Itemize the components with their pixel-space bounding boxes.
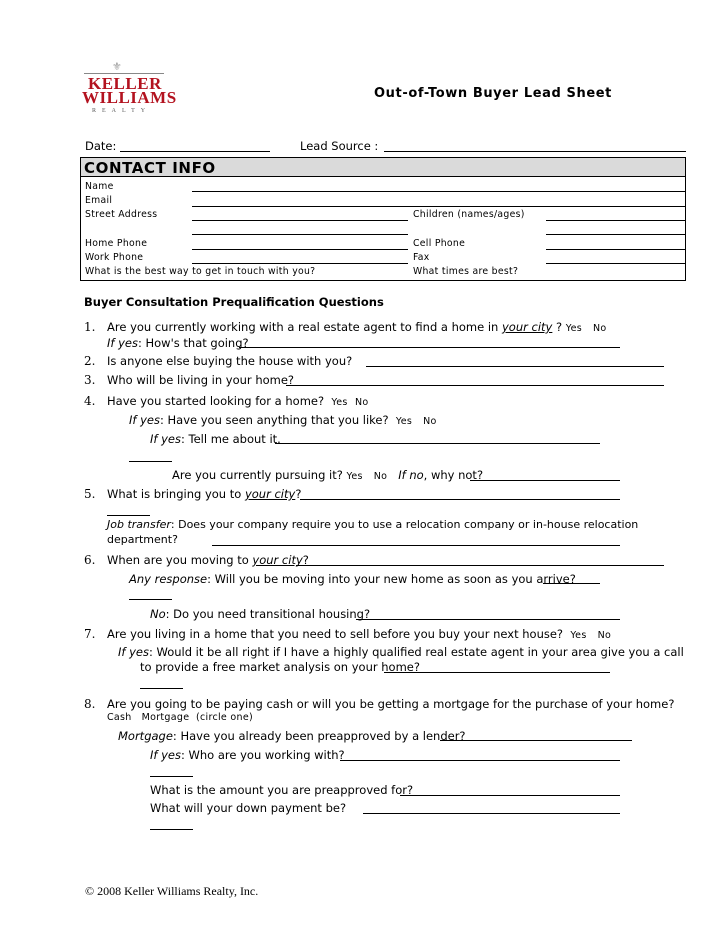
street-field[interactable] <box>192 220 408 221</box>
copyright-footer: © 2008 Keller Williams Realty, Inc. <box>85 884 259 898</box>
children-field-2[interactable] <box>546 234 685 235</box>
q6-any-response: Any response: Will you be moving into your new home as soon as you arrive? <box>129 572 576 586</box>
q4-answer-c[interactable] <box>470 480 620 481</box>
home-phone-field[interactable] <box>192 249 408 250</box>
fax-field[interactable] <box>546 263 685 264</box>
q4-followup-c: Are you currently pursuing it? Yes No If no, why not? <box>172 468 484 482</box>
q8-answer-b2[interactable] <box>150 776 193 777</box>
best-way-label: What is the best way to get in touch with you? <box>85 266 316 277</box>
date-field[interactable] <box>120 151 270 152</box>
date-label: Date: <box>85 139 117 153</box>
contact-info-title: CONTACT INFO <box>84 159 216 177</box>
work-phone-field[interactable] <box>192 263 408 264</box>
q7-number: 7. <box>84 627 96 641</box>
q4-followup-a: If yes: Have you seen anything that you like? Yes No <box>129 413 437 427</box>
q5-answer-2[interactable] <box>107 515 150 516</box>
q6-number: 6. <box>84 553 96 567</box>
page-title: Out-of-Town Buyer Lead Sheet <box>374 86 612 101</box>
q7-answer-2[interactable] <box>140 688 183 689</box>
q1-number: 1. <box>84 320 96 334</box>
q7-text: Are you living in a home that you need to sell before you buy your next house? Yes No <box>107 627 612 641</box>
q6-text: When are you moving to your city? <box>107 553 309 567</box>
lead-source-field[interactable] <box>384 151 686 152</box>
q8-answer-d2[interactable] <box>150 829 193 830</box>
q5-number: 5. <box>84 487 96 501</box>
q8-answer-a[interactable] <box>440 740 632 741</box>
kw-emblem-icon: ⚜ <box>112 60 122 73</box>
q6-any-answer-2[interactable] <box>129 599 172 600</box>
q7-answer[interactable] <box>384 672 610 673</box>
name-field[interactable] <box>192 191 685 192</box>
q5-job-answer[interactable] <box>212 545 620 546</box>
q4-answer-b[interactable] <box>275 443 600 444</box>
q8-options[interactable]: Cash Mortgage (circle one) <box>107 712 253 723</box>
q3-answer[interactable] <box>286 385 664 386</box>
q5-answer[interactable] <box>300 499 620 500</box>
q8-mortgage: Mortgage: Have you already been preapproved by a lender? <box>118 729 466 743</box>
home-phone-label: Home Phone <box>85 238 148 249</box>
q5-text: What is bringing you to your city? <box>107 487 302 501</box>
email-label: Email <box>85 195 113 206</box>
q1-follow: If yes: How's that going? <box>107 336 249 350</box>
q7-followup-2: to provide a free market analysis on your home? <box>140 660 420 674</box>
q2-answer[interactable] <box>366 366 664 367</box>
q3-number: 3. <box>84 373 96 387</box>
q8-answer-c[interactable] <box>400 795 620 796</box>
lead-source-label: Lead Source : <box>300 139 379 153</box>
street-field-2[interactable] <box>192 234 408 235</box>
keller-williams-logo: ⚜ KELLER WILLIAMS REALTY <box>82 60 177 114</box>
q2-number: 2. <box>84 354 96 368</box>
children-field[interactable] <box>546 220 685 221</box>
q5-job-transfer-2: department? <box>107 533 178 546</box>
work-phone-label: Work Phone <box>85 252 144 263</box>
street-label: Street Address <box>85 209 158 220</box>
q4-followup-b: If yes: Tell me about it. <box>150 432 281 446</box>
q6-any-answer[interactable] <box>543 583 600 584</box>
q8-amount: What is the amount you are preapproved for? <box>150 783 414 797</box>
name-label: Name <box>85 181 114 192</box>
email-field[interactable] <box>192 206 685 207</box>
q3-text: Who will be living in your home? <box>107 373 295 387</box>
q6-answer[interactable] <box>296 565 664 566</box>
q4-answer-b2[interactable] <box>129 461 172 462</box>
q8-working-with: If yes: Who are you working with? <box>150 748 345 762</box>
q4-number: 4. <box>84 394 96 408</box>
q8-text: Are you going to be paying cash or will you be getting a mortgage for the purchase of your home? <box>107 697 675 711</box>
q1-text: Are you currently working with a real estate agent to find a home in your city ? Yes No <box>107 320 607 334</box>
cell-phone-field[interactable] <box>546 249 685 250</box>
q8-number: 8. <box>84 697 96 711</box>
q6-no: No: Do you need transitional housing? <box>150 607 371 621</box>
q4-text: Have you started looking for a home? Yes No <box>107 394 369 408</box>
q1-answer[interactable] <box>239 347 620 348</box>
q8-answer-d[interactable] <box>363 813 620 814</box>
q7-followup: If yes: Would it be all right if I have a highly qualified real estate agent in your area give you a call <box>118 645 684 659</box>
children-label: Children (names/ages) <box>413 209 525 220</box>
best-times-label: What times are best? <box>413 266 519 277</box>
q8-answer-b[interactable] <box>340 760 620 761</box>
cell-phone-label: Cell Phone <box>413 238 466 249</box>
q6-no-answer[interactable] <box>356 619 620 620</box>
q5-job-transfer: Job transfer: Does your company require you to use a relocation company or in-house relocation <box>107 518 639 531</box>
section-title: Buyer Consultation Prequalification Questions <box>84 295 384 309</box>
q2-text: Is anyone else buying the house with you? <box>107 354 353 368</box>
q8-down-payment: What will your down payment be? <box>150 801 347 815</box>
fax-label: Fax <box>413 252 430 263</box>
